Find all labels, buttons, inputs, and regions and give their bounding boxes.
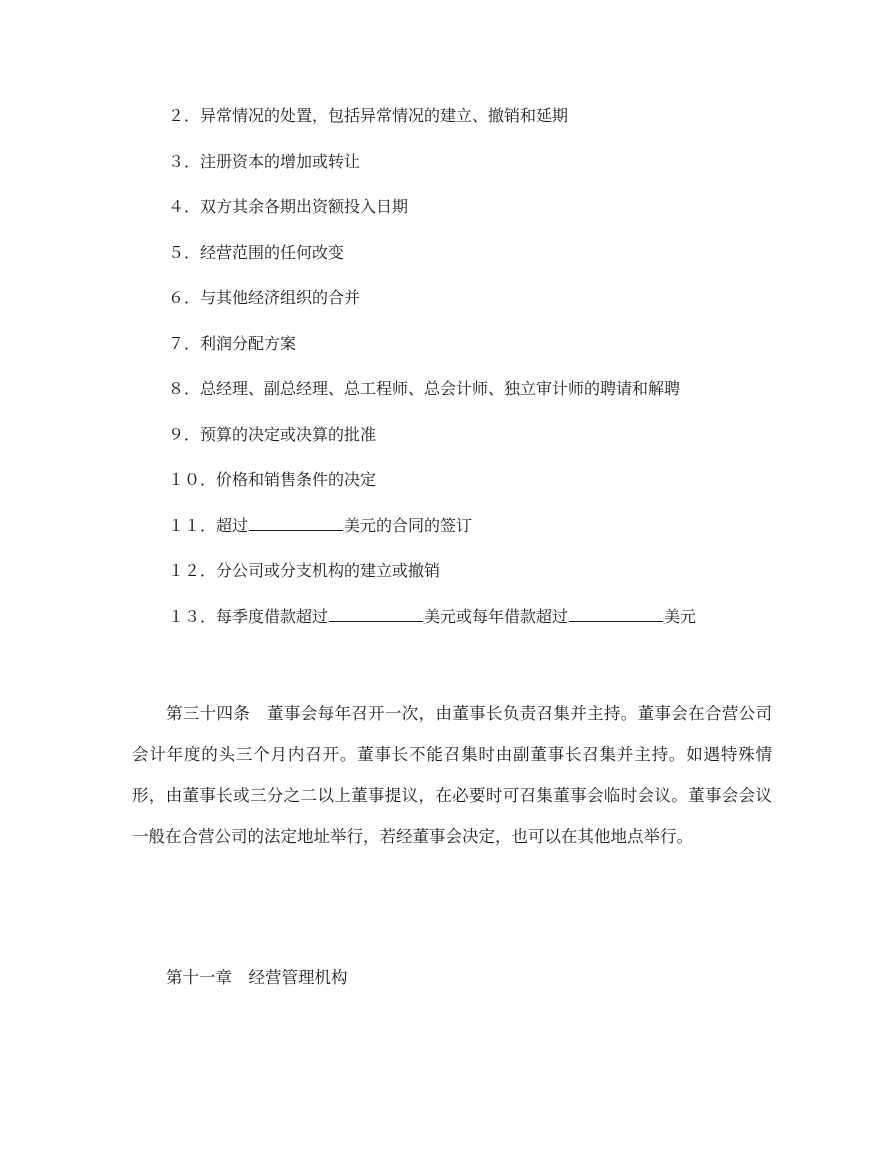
list-item: １２．分公司或分支机构的建立或撤销 [168, 561, 441, 580]
fill-in-blank [329, 605, 423, 622]
list-item-text: 美元的合同的签订 [344, 515, 473, 535]
list-item [168, 602, 808, 648]
list-item: ２．异常情况的处置，包括异常情况的建立、撤销和延期 [168, 106, 569, 125]
fill-in-blank [569, 605, 663, 622]
article-34-paragraph: 第三十四条 董事会每年召开一次，由董事长负责召集并主持。董事会在合营公司会计年度的头三个月内召开。董事长不能召集时由副董事长召集并主持。如遇特殊情形，由董事长或三分之二以上董事提议，在必要时可召集董事会临时会议。董事会会议一般在合营公司的法定地址举行，若经董事会决定，也可以在其他地点举行。 [132, 704, 772, 846]
list-item-text: 美元 [664, 606, 697, 626]
list-item: ６．与其他经济组织的合并 [168, 288, 361, 307]
list-item-text: 美元或每年借款超过 [424, 606, 569, 626]
list-item: ８．总经理、副总经理、总工程师、总会计师、独立审计师的聘请和解聘 [168, 379, 681, 398]
list-item: ４．双方其余各期出资额投入日期 [168, 197, 409, 216]
fill-in-blank [249, 514, 343, 531]
list-item-text: １３．每季度借款超过 [168, 606, 329, 626]
list-item: ９．预算的决定或决算的批准 [168, 424, 377, 444]
list-item: ３．注册资本的增加或转让 [168, 151, 361, 171]
list-item [168, 511, 808, 557]
list-item: １０．价格和销售条件的决定 [168, 470, 377, 489]
list-item: ７．利润分配方案 [168, 333, 297, 353]
chapter-heading: 第十一章 经营管理机构 [166, 968, 348, 987]
matters-list [168, 101, 808, 647]
list-item-text: １１．超过 [168, 515, 249, 535]
list-item: ５．经营范围的任何改变 [168, 242, 345, 262]
